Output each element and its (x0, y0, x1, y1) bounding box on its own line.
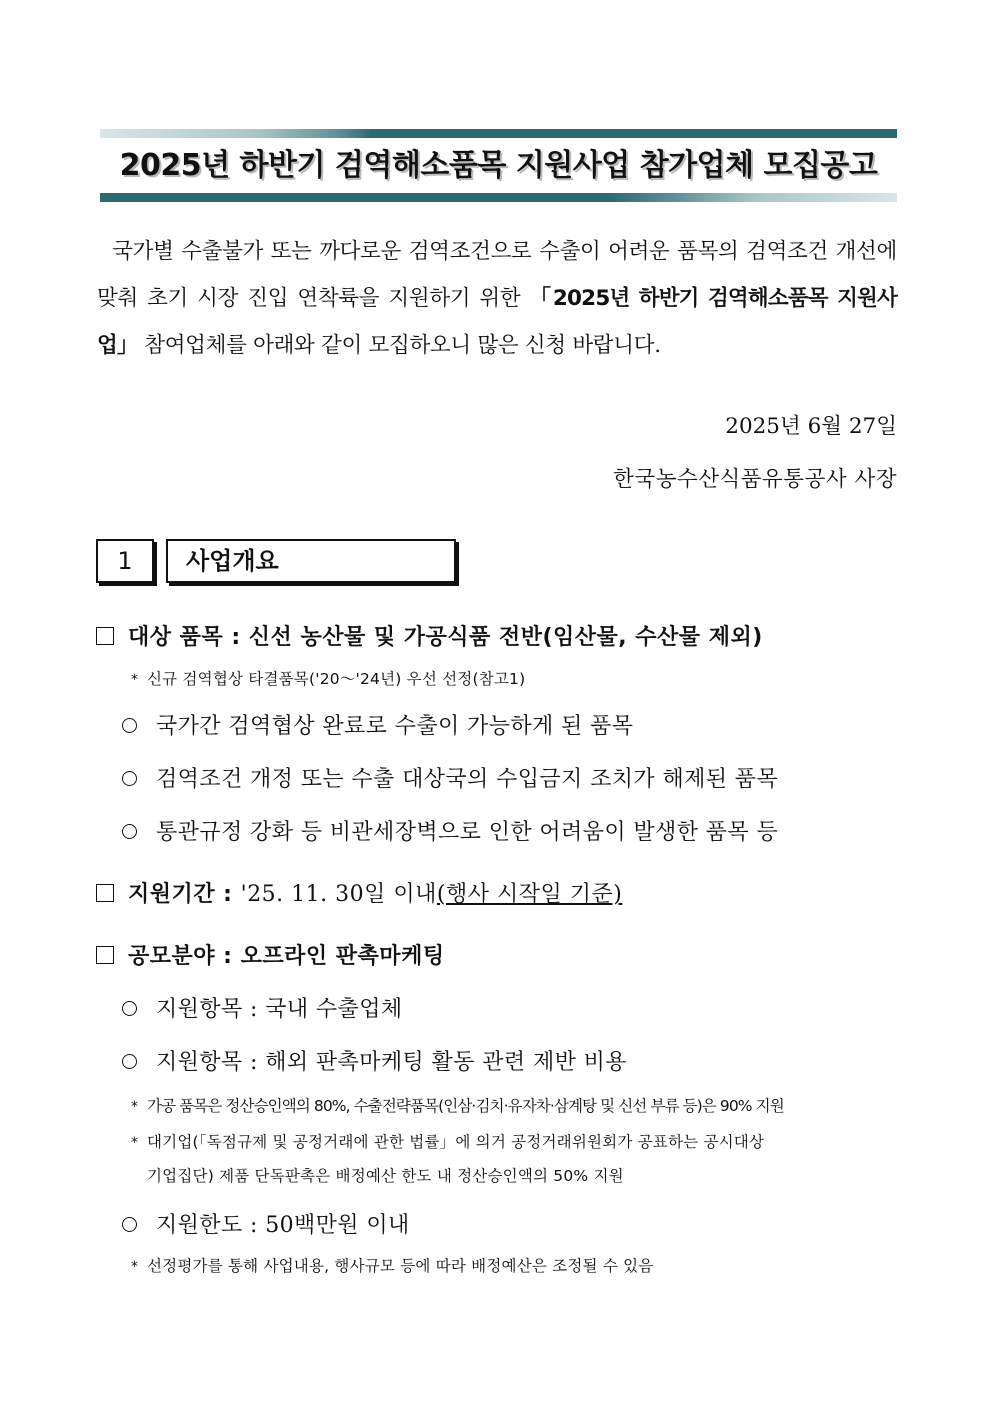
field-sub-2-text: 지원항목 : 해외 판촉마케팅 활동 관련 제반 비용 (156, 1050, 627, 1075)
field-note-1 (131, 1094, 784, 1116)
circle-bullet-icon (122, 1217, 137, 1232)
target-sub-1 (122, 709, 633, 740)
target-label: 대상 품목 : 신선 농산물 및 가공식품 전반(임산물, 수산물 제외) (128, 625, 763, 650)
intro-text-2: 참여업체를 아래와 같이 모집하오니 많은 신청 바랍니다. (144, 333, 661, 358)
square-bullet-icon (96, 627, 114, 645)
field-sub-2 (122, 1045, 627, 1076)
field-note-2 (131, 1130, 764, 1152)
field-sub-3 (122, 1208, 410, 1239)
target-sub-2 (122, 762, 778, 793)
asterisk-icon: * (131, 1259, 139, 1275)
circle-bullet-icon (122, 1054, 137, 1069)
target-sub-1-text: 국가간 검역협상 완료로 수출이 가능하게 된 품목 (156, 714, 634, 739)
period-underlined: (행사 시작일 기준) (436, 882, 623, 907)
field-note-2b-text: 기업집단) 제품 단독판촉은 배정예산 한도 내 정산승인액의 50% 지원 (147, 1167, 624, 1185)
field-row (96, 939, 445, 970)
target-sub-2-text: 검역조건 개정 또는 수출 대상국의 수입금지 조치가 해제된 품목 (156, 767, 779, 792)
section-title: 사업개요 (166, 539, 456, 583)
intro-text-1: 국가별 수출불가 또는 까다로운 검역조건으로 수출이 어려운 품목의 검역조건 개선에 맞춰 초기 시장 진입 연착륙을 지원하기 위한 (97, 239, 897, 311)
circle-bullet-icon (122, 1001, 137, 1016)
square-bullet-icon (96, 946, 114, 964)
field-label: 공모분야 : (128, 944, 233, 969)
field-note-2-cont (147, 1164, 624, 1186)
period-row (96, 877, 622, 908)
section-number: 1 (96, 539, 154, 583)
field-note-3 (131, 1254, 653, 1276)
circle-bullet-icon (122, 718, 137, 733)
field-value: 오프라인 판촉마케팅 (240, 943, 445, 969)
target-item-row (96, 620, 763, 651)
target-note-text: 신규 검역협상 타결품목('20～'24년) 우선 선정(참고1) (147, 670, 526, 688)
page-title: 2025년 하반기 검역해소품목 지원사업 참가업체 모집공고 (119, 148, 878, 183)
intro-highlight: 「2025년 하반기 검역해소품목 지원사업」 (97, 286, 897, 358)
square-bullet-icon (96, 884, 114, 902)
period-value: '25. 11. 30일 이내 (240, 882, 437, 907)
field-note-3-text: 선정평가를 통해 사업내용, 행사규모 등에 따라 배정예산은 조정될 수 있음 (147, 1257, 654, 1275)
field-note-2a-text: 대기업(「독점규제 및 공정거래에 관한 법률」에 의거 공정거래위원회가 공표하는 공시대상 (147, 1133, 765, 1151)
target-sub-3 (122, 815, 778, 846)
intro-paragraph (97, 228, 897, 369)
notice-date: 2025년 6월 27일 (725, 414, 897, 439)
field-note-1-text: 가공 품목은 정산승인액의 80%, 수출전략품목(인삼·김치·유자차·삼계탕 및 신선 부류 등)은 90% 지원 (147, 1097, 784, 1115)
circle-bullet-icon (122, 824, 137, 839)
period-label: 지원기간 : (128, 882, 233, 907)
asterisk-icon: * (131, 1099, 138, 1115)
title-bottom-bar (100, 193, 897, 202)
field-sub-3-text: 지원한도 : 50백만원 이내 (156, 1213, 410, 1238)
target-note (131, 667, 525, 689)
issuing-organization: 한국농수산식품유통공사 사장 (613, 467, 897, 492)
field-sub-1-text: 지원항목 : 국내 수출업체 (156, 997, 403, 1022)
circle-bullet-icon (122, 771, 137, 786)
asterisk-icon: * (131, 1135, 139, 1151)
target-sub-3-text: 통관규정 강화 등 비관세장벽으로 인한 어려움이 발생한 품목 등 (156, 820, 779, 845)
asterisk-icon: * (131, 672, 139, 688)
field-sub-1 (122, 992, 403, 1023)
title-top-bar (100, 129, 897, 138)
